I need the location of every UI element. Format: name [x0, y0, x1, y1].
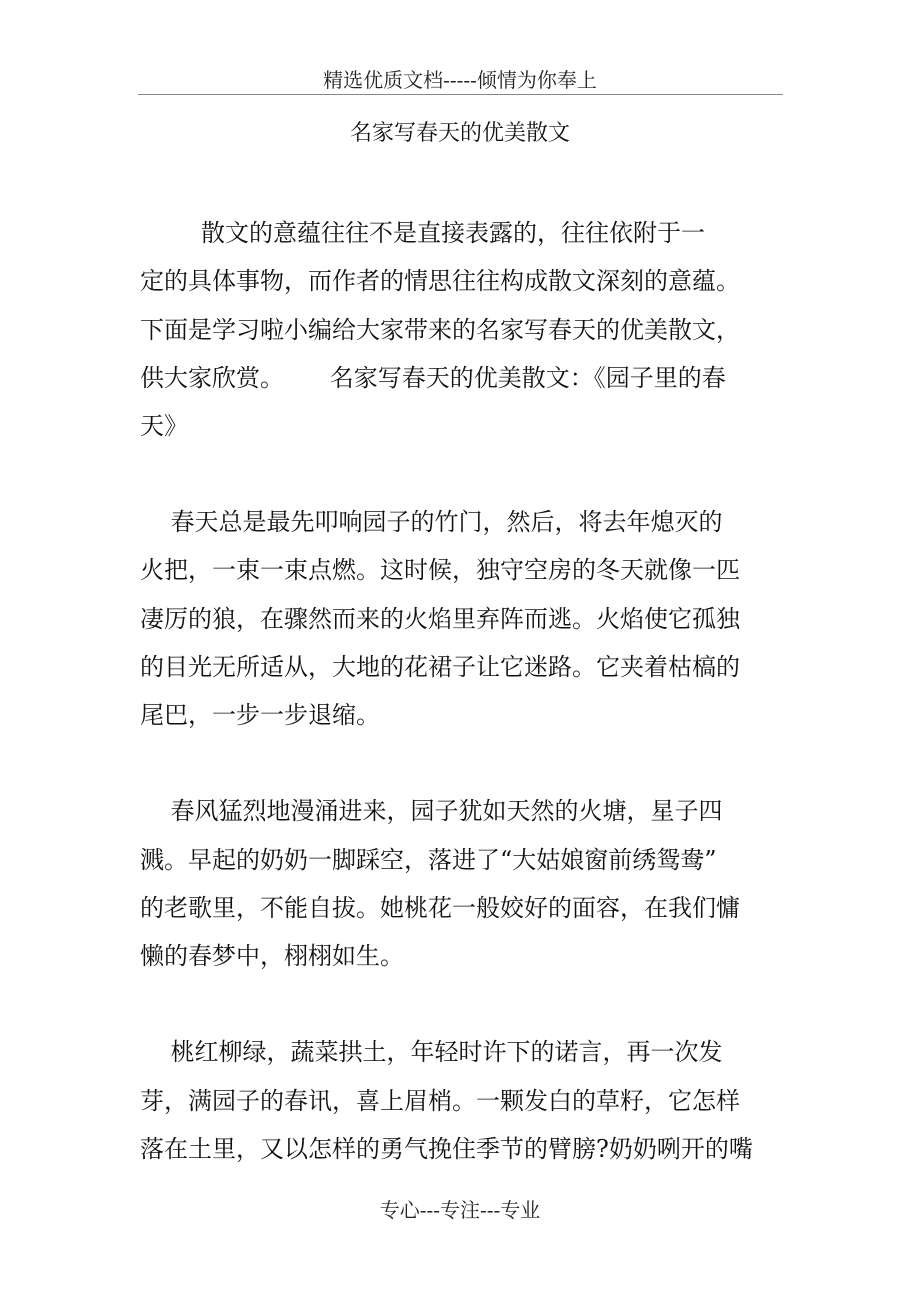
- text-line: 的老歌里，不能自拔。她桃花一般姣好的面容，在我们慵: [140, 894, 740, 922]
- text-line: 懒的春梦中，栩栩如生。: [140, 942, 404, 970]
- text-line: 下面是学习啦小编给大家带来的名家写春天的优美散文，: [140, 316, 740, 344]
- header-divider: [138, 94, 783, 95]
- text-line: 溅。早起的奶奶一脚踩空，落进了“大姑娘窗前绣鸳鸯”: [140, 846, 717, 874]
- text-line: 芽，满园子的春讯，喜上眉梢。一颗发白的草籽，它怎样: [140, 1087, 740, 1115]
- text-line: 散文的意蕴往往不是直接表露的，往往依附于一: [140, 219, 706, 247]
- text-line: 尾巴，一步一步退缩。: [140, 701, 380, 729]
- text-line: 凄厉的狼，在骤然而来的火焰里弃阵而逃。火焰使它孤独: [140, 605, 740, 633]
- text-line: 的目光无所适从，大地的花裙子让它迷路。它夹着枯槁的: [140, 653, 740, 681]
- text-line: 天》: [140, 412, 188, 440]
- text-line: 落在土里，又以怎样的勇气挽住季节的臂膀?奶奶咧开的嘴: [140, 1135, 753, 1163]
- text-line: 火把，一束一束点燃。这时候，独守空房的冬天就像一匹: [140, 556, 740, 584]
- document-title: 名家写春天的优美散文: [349, 121, 570, 146]
- text-line: 供大家欣赏。 名家写春天的优美散文：《园子里的春: [140, 364, 726, 392]
- text-line: 桃红柳绿，蔬菜拱土，年轻时许下的诺言，再一次发: [140, 1038, 723, 1066]
- header-text: 精选优质文档-----倾情为你奉上: [323, 68, 597, 92]
- text-line: 定的具体事物，而作者的情思往往构成散文深刻的意蕴。: [140, 267, 740, 295]
- text-line: 春风猛烈地漫涌进来，园子犹如天然的火塘，星子四: [140, 797, 723, 825]
- page-footer: 专心---专注---专业: [379, 1198, 541, 1222]
- text-line: 春天总是最先叩响园子的竹门，然后，将去年熄灭的: [140, 508, 723, 536]
